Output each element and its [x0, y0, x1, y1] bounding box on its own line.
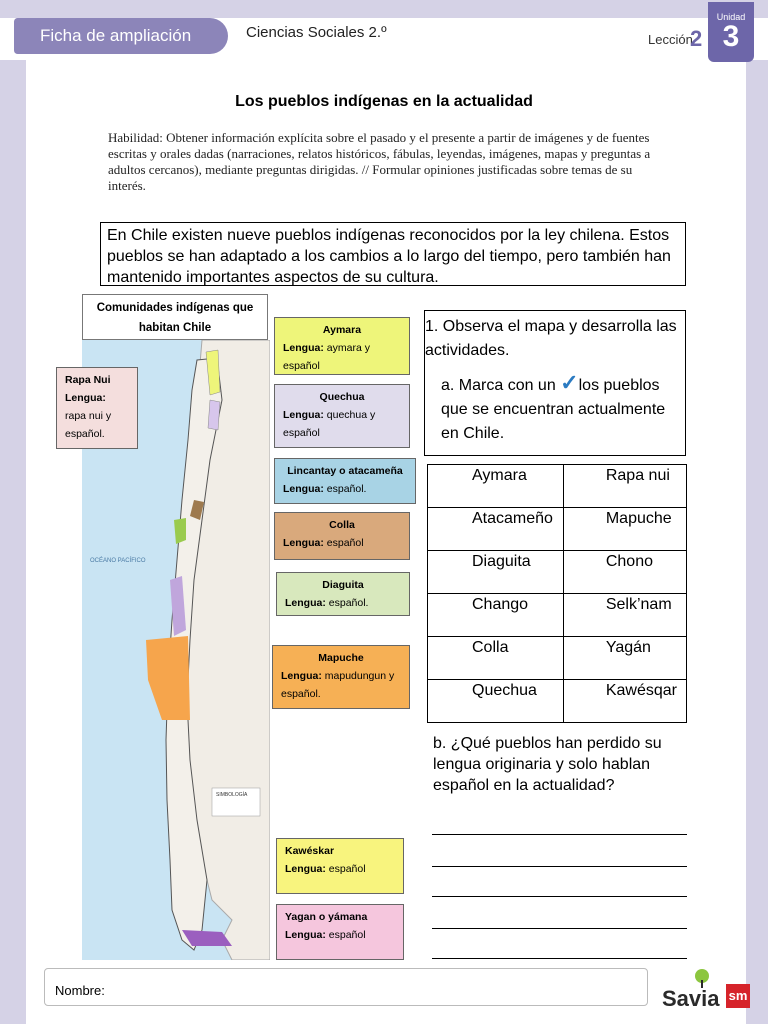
question-1-box [424, 310, 686, 456]
table-row [428, 594, 687, 637]
page-title: Los pueblos indígenas en la actualidad [235, 93, 533, 110]
table-row [428, 551, 687, 594]
label-quechua: Quechua Lengua: quechua y español [274, 384, 410, 448]
table-cell[interactable]: Diaguita [428, 551, 564, 594]
label-mapuche: Mapuche Lengua: mapudungun y español. [272, 645, 410, 709]
name-field[interactable] [44, 968, 648, 1006]
table-cell[interactable]: Atacameño [428, 508, 564, 551]
table-row [428, 680, 687, 723]
peoples-table [427, 464, 687, 723]
page-frame-right [746, 0, 768, 1024]
symbology-label: SIMBOLOGÍA [216, 792, 248, 798]
name-label: Nombre: [55, 983, 105, 998]
answer-line-5[interactable] [432, 958, 687, 959]
label-rapa-nui: Rapa Nui Lengua: rapa nui y español. [56, 367, 138, 449]
lesson-number: 2 [690, 26, 703, 51]
lesson-label: Lección [648, 32, 693, 47]
answer-line-2[interactable] [432, 866, 687, 867]
question-1b: b. ¿Qué pueblos han perdido su lengua originaria y solo hablan español en la actualidad? [433, 735, 662, 794]
answer-line-1[interactable] [432, 834, 687, 835]
intro-box: En Chile existen nueve pueblos indígenas reconocidos por la ley chilena. Estos pueblos se han adaptado a los cambios a lo largo del tiempo, pero también han mantenido importantes aspectos de su cultura. [100, 222, 686, 286]
savia-logo: Savia [662, 986, 720, 1011]
label-colla: Colla Lengua: español [274, 512, 410, 560]
page-frame-left [0, 0, 26, 1024]
table-cell[interactable]: Mapuche [563, 508, 686, 551]
label-lincantay: Lincantay o atacameña Lengua: español. [274, 458, 416, 504]
label-diaguita: Diaguita Lengua: español. [276, 572, 410, 616]
label-aymara: Aymara Lengua: aymara y español [274, 317, 410, 375]
map-title: Comunidades indígenas que habitan Chile [82, 294, 268, 340]
table-cell[interactable]: Rapa nui [563, 465, 686, 508]
table-cell[interactable]: Yagán [563, 637, 686, 680]
table-cell[interactable]: Chango [428, 594, 564, 637]
sm-logo: sm [726, 984, 750, 1008]
label-yagan: Yagan o yámana Lengua: español [276, 904, 404, 960]
header [0, 0, 768, 60]
unit-number: 3 [722, 20, 740, 53]
table-cell[interactable]: Quechua [428, 680, 564, 723]
question-1-intro: 1. Observa el mapa y desarrolla las actividades. [425, 318, 677, 359]
checkmark-icon: ✓ [560, 370, 579, 395]
table-row [428, 465, 687, 508]
table-cell[interactable]: Aymara [428, 465, 564, 508]
answer-line-4[interactable] [432, 928, 687, 929]
question-1a: a. Marca con un ✓los pueblos que se encuentran actualmente en Chile. [441, 370, 666, 442]
table-row [428, 508, 687, 551]
table-row [428, 637, 687, 680]
skill-statement: Habilidad: Obtener información explícita sobre el pasado y el presente a partir de imágenes y de fuentes escritas y orales dadas (narraciones, relatos históricos, fábulas, leyendas, imágenes, mapas y preguntas a adultos cercanos), mediante preguntas dirigidas. // Formular opiniones justificadas sobre temas de su interés. [108, 130, 651, 193]
table-cell[interactable]: Selk’nam [563, 594, 686, 637]
worksheet-badge: Ficha de ampliación [14, 18, 228, 54]
label-kaweskar: Kawéskar Lengua: español [276, 838, 404, 894]
ocean-label: OCÉANO PACÍFICO [90, 558, 146, 564]
table-cell[interactable]: Kawésqar [563, 680, 686, 723]
unit-label: Unidad [716, 12, 746, 22]
tree-logo-icon [692, 968, 712, 988]
answer-line-3[interactable] [432, 896, 687, 897]
unit-tab [708, 2, 754, 62]
table-cell[interactable]: Colla [428, 637, 564, 680]
table-cell[interactable]: Chono [563, 551, 686, 594]
subject-label: Ciencias Sociales 2.º [246, 24, 387, 41]
